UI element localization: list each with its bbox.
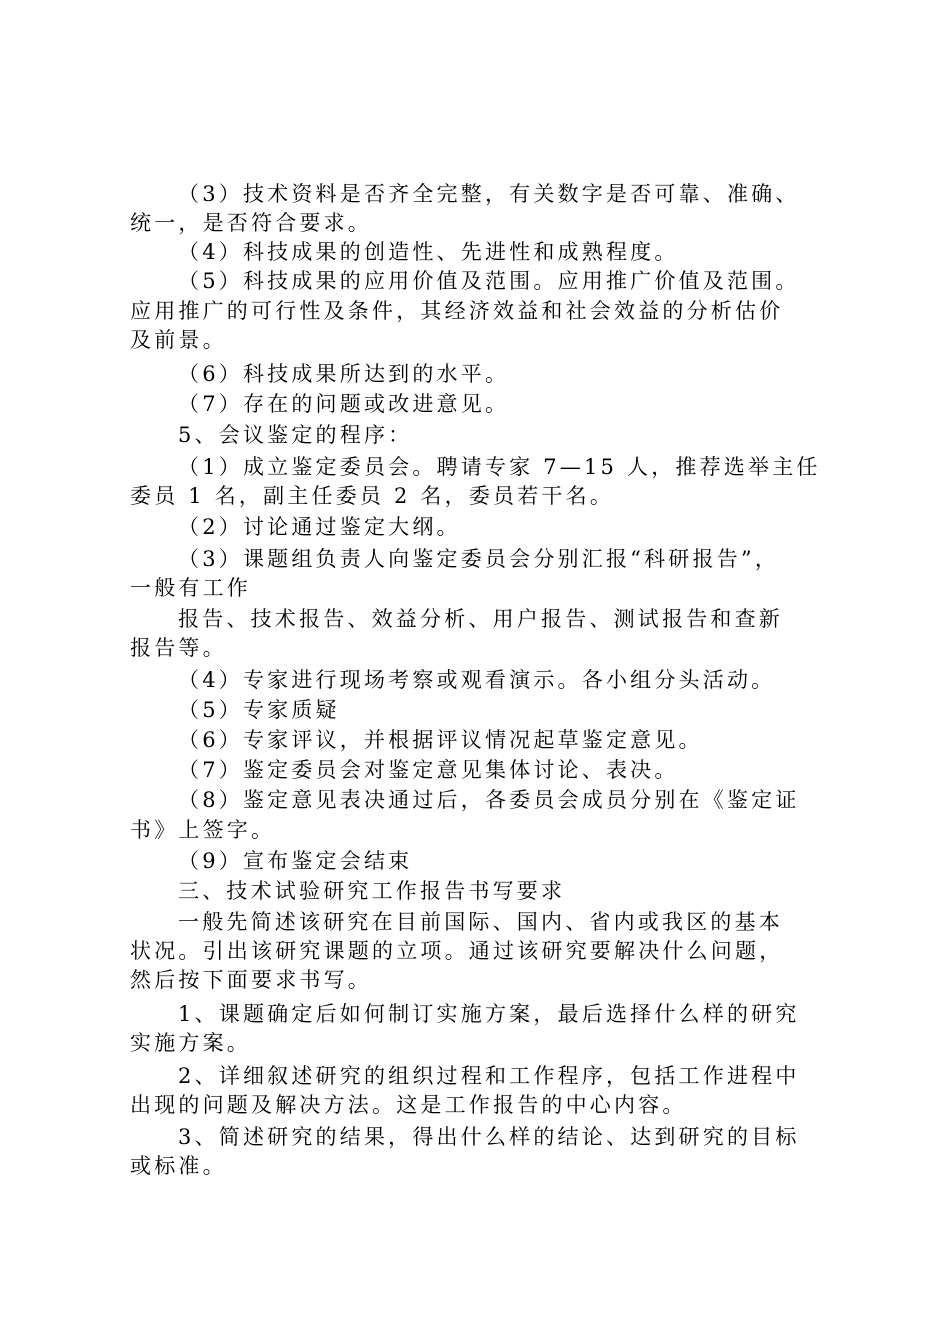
text-line: 书》上签字。 [130, 818, 276, 842]
text-line: （4）科技成果的创造性、先进性和成熟程度。 [178, 240, 679, 264]
text-line: 及前景。 [130, 328, 227, 352]
text-line: （9）宣布鉴定会结束 [178, 849, 413, 873]
text-line: （6）科技成果所达到的水平。 [178, 362, 510, 386]
text-line: 报告等。 [130, 636, 227, 660]
text-line: （7）鉴定委员会对鉴定意见集体讨论、表决。 [178, 758, 679, 782]
text-line: 状况。引出该研究课题的立项。通过该研究要解决什么问题， [130, 939, 784, 963]
text-line: 1、课题确定后如何制订实施方案，最后选择什么样的研究 [178, 1002, 800, 1026]
text-line: （3）技术资料是否齐全完整，有关数字是否可靠、准确、 [178, 182, 800, 206]
text-line: （3）课题组负责人向鉴定委员会分别汇报“科研报告”， [178, 547, 780, 571]
text-line: 3、简述研究的结果，得出什么样的结论、达到研究的目标 [178, 1125, 800, 1149]
text-line: （2）讨论通过鉴定大纲。 [178, 515, 461, 539]
text-line: （4）专家进行现场考察或观看演示。各小组分头活动。 [178, 668, 776, 692]
text-line: 一般先简述该研究在目前国际、国内、省内或我区的基本 [178, 910, 783, 934]
text-line: （1）成立鉴定委员会。聘请专家 7—15 人，推荐选举主任 [178, 455, 821, 479]
text-line: （5）专家质疑 [178, 698, 340, 722]
text-line: 报告、技术报告、效益分析、用户报告、测试报告和查新 [178, 607, 783, 631]
text-line: 应用推广的可行性及条件，其经济效益和社会效益的分析估价 [130, 299, 784, 323]
text-line: （8）鉴定意见表决通过后，各委员会成员分别在《鉴定证 [178, 788, 800, 812]
text-line: 一般有工作 [130, 576, 251, 600]
text-line: （6）专家评议，并根据评议情况起草鉴定意见。 [178, 728, 703, 752]
text-line: （5）科技成果的应用价值及范围。应用推广价值及范围。 [178, 269, 800, 293]
text-line: 委员 1 名，副主任委员 2 名，委员若干名。 [130, 484, 615, 508]
text-line: 实施方案。 [130, 1031, 251, 1055]
section-heading: 三、技术试验研究工作报告书写要求 [178, 879, 566, 903]
text-line: 然后按下面要求书写。 [130, 968, 372, 992]
text-line: 出现的问题及解决方法。这是工作报告的中心内容。 [130, 1093, 687, 1117]
text-line: 或标准。 [130, 1154, 227, 1178]
text-line: （7）存在的问题或改进意见。 [178, 392, 510, 416]
section-heading: 5、会议鉴定的程序： [178, 423, 413, 447]
text-line: 统一，是否符合要求。 [130, 211, 372, 235]
text-line: 2、详细叙述研究的组织过程和工作程序，包括工作进程中 [178, 1064, 800, 1088]
